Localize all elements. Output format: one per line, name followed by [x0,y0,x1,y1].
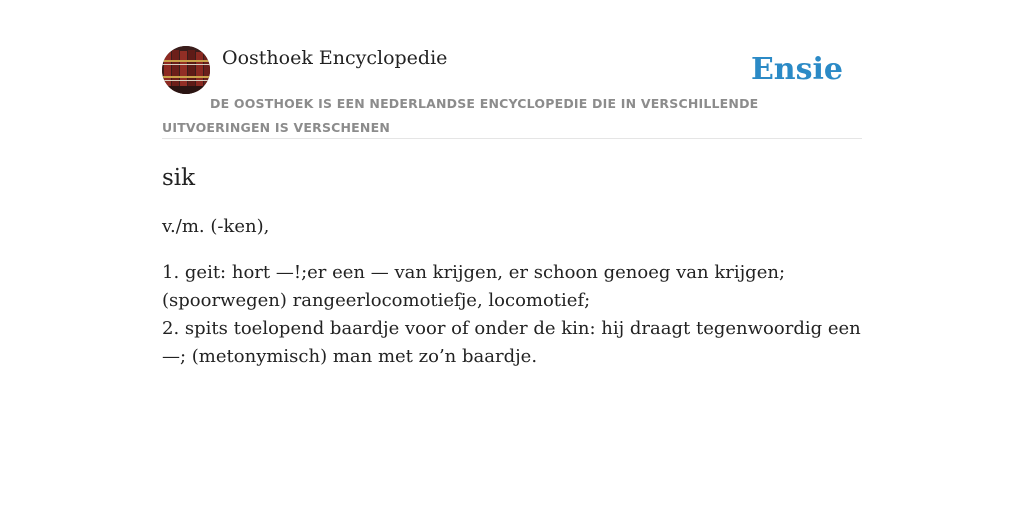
definition-item: 2. spits toelopend baardje voor of onder de kin: hij draagt tegenwoordig een —; (metonymisch) man met zo’n baardje. [162,318,861,367]
entry-definition [162,259,862,371]
encyclopedia-books-icon[interactable] [162,46,210,94]
entry-term: sik [162,165,196,191]
source-title[interactable]: Oosthoek Encyclopedie [222,47,448,69]
source-header [162,46,862,139]
source-description: DE OOSTHOEK IS EEN NEDERLANDSE ENCYCLOPEDIE DIE IN VERSCHILLENDE UITVOERINGEN IS VERSCHENEN [162,96,759,135]
page [162,0,862,371]
brand-logo-link[interactable]: Ensie [750,52,843,87]
entry-grammar: v./m. (-ken), [162,216,270,237]
definition-item: 1. geit: hort —!;er een — van krijgen, er schoon genoeg van krijgen; (spoorwegen) rangeerlocomotiefje, locomotief; [162,262,786,311]
entry-content [162,163,862,371]
